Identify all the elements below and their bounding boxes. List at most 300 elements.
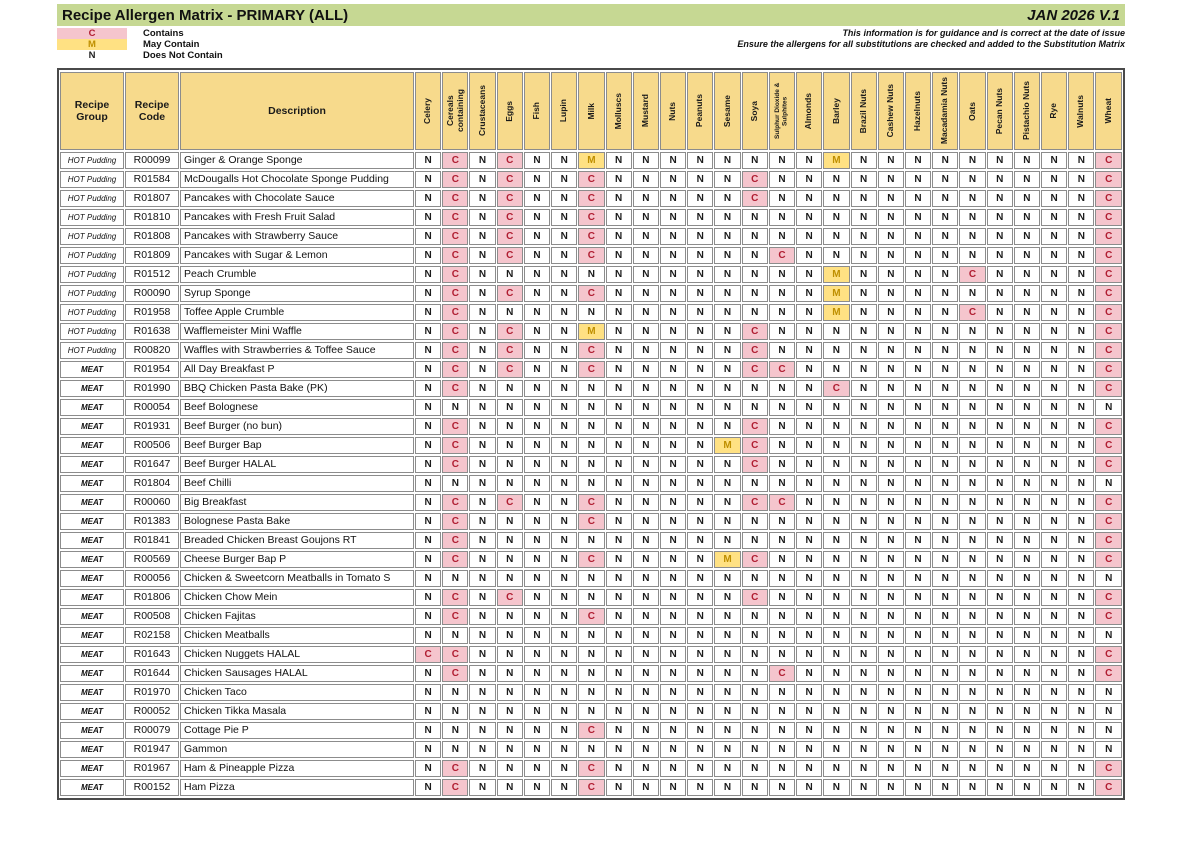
allergen-cell: C bbox=[442, 760, 468, 777]
allergen-cell: N bbox=[769, 228, 795, 245]
allergen-cell: N bbox=[415, 247, 441, 264]
allergen-cell: N bbox=[660, 684, 686, 701]
allergen-cell: N bbox=[1068, 456, 1094, 473]
allergen-cell: N bbox=[714, 741, 740, 758]
allergen-cell: N bbox=[442, 627, 468, 644]
allergen-cell: N bbox=[606, 760, 632, 777]
allergen-cell: C bbox=[742, 494, 768, 511]
allergen-cell: C bbox=[442, 342, 468, 359]
recipe-description-cell: Ham & Pineapple Pizza bbox=[180, 760, 414, 777]
table-row bbox=[60, 684, 1122, 701]
allergen-cell: N bbox=[987, 323, 1013, 340]
allergen-cell: C bbox=[769, 494, 795, 511]
recipe-code-cell: R01931 bbox=[125, 418, 179, 435]
allergen-cell: N bbox=[769, 266, 795, 283]
allergen-cell: C bbox=[415, 646, 441, 663]
recipe-code-cell: R01808 bbox=[125, 228, 179, 245]
col-header-pecan-nuts bbox=[987, 72, 1013, 150]
allergen-cell: N bbox=[415, 551, 441, 568]
allergen-cell: N bbox=[905, 475, 931, 492]
allergen-cell: N bbox=[932, 285, 958, 302]
allergen-cell: N bbox=[932, 551, 958, 568]
allergen-cell: N bbox=[524, 494, 550, 511]
allergen-cell: N bbox=[714, 665, 740, 682]
allergen-cell: C bbox=[1095, 228, 1122, 245]
allergen-cell: N bbox=[1014, 266, 1040, 283]
allergen-cell: N bbox=[714, 399, 740, 416]
allergen-cell: N bbox=[660, 627, 686, 644]
allergen-cell: N bbox=[469, 418, 495, 435]
allergen-cell: N bbox=[1068, 342, 1094, 359]
allergen-cell: N bbox=[687, 570, 713, 587]
recipe-description-cell: Pancakes with Sugar & Lemon bbox=[180, 247, 414, 264]
allergen-cell: N bbox=[987, 760, 1013, 777]
allergen-cell: N bbox=[551, 665, 577, 682]
allergen-cell: N bbox=[959, 247, 985, 264]
allergen-cell: N bbox=[606, 722, 632, 739]
recipe-group-cell: MEAT bbox=[60, 418, 124, 435]
allergen-cell: N bbox=[1014, 646, 1040, 663]
allergen-cell: N bbox=[415, 285, 441, 302]
allergen-cell: N bbox=[687, 361, 713, 378]
allergen-cell: N bbox=[524, 228, 550, 245]
allergen-cell: N bbox=[415, 266, 441, 283]
allergen-cell: N bbox=[878, 760, 904, 777]
allergen-cell: N bbox=[1068, 437, 1094, 454]
table-row bbox=[60, 361, 1122, 378]
allergen-cell: N bbox=[932, 665, 958, 682]
allergen-cell: N bbox=[497, 304, 523, 321]
recipe-group-cell: HOT Pudding bbox=[60, 285, 124, 302]
allergen-cell: N bbox=[551, 228, 577, 245]
allergen-cell: N bbox=[823, 608, 849, 625]
allergen-cell: N bbox=[606, 589, 632, 606]
allergen-cell: N bbox=[524, 304, 550, 321]
allergen-cell: N bbox=[524, 380, 550, 397]
allergen-cell: N bbox=[851, 209, 877, 226]
recipe-group-cell: MEAT bbox=[60, 532, 124, 549]
recipe-code-cell: R00152 bbox=[125, 779, 179, 796]
allergen-cell: N bbox=[796, 285, 822, 302]
recipe-group-cell: HOT Pudding bbox=[60, 152, 124, 169]
allergen-cell: M bbox=[823, 152, 849, 169]
allergen-cell: N bbox=[742, 513, 768, 530]
allergen-cell: C bbox=[578, 171, 604, 188]
allergen-cell: N bbox=[932, 741, 958, 758]
allergen-cell: N bbox=[524, 152, 550, 169]
allergen-cell: N bbox=[497, 608, 523, 625]
allergen-cell: N bbox=[714, 494, 740, 511]
allergen-cell: N bbox=[959, 456, 985, 473]
allergen-cell: N bbox=[851, 342, 877, 359]
allergen-cell: N bbox=[1068, 741, 1094, 758]
allergen-cell: N bbox=[660, 304, 686, 321]
allergen-cell: N bbox=[796, 513, 822, 530]
allergen-cell: N bbox=[959, 494, 985, 511]
allergen-cell: N bbox=[959, 532, 985, 549]
allergen-cell: N bbox=[959, 551, 985, 568]
allergen-cell: C bbox=[442, 608, 468, 625]
allergen-cell: N bbox=[578, 456, 604, 473]
allergen-cell: N bbox=[469, 475, 495, 492]
allergen-cell: N bbox=[932, 513, 958, 530]
allergen-cell: N bbox=[1041, 779, 1067, 796]
allergen-cell: C bbox=[497, 209, 523, 226]
allergen-cell: N bbox=[1014, 247, 1040, 264]
allergen-cell: N bbox=[932, 380, 958, 397]
allergen-cell: N bbox=[524, 266, 550, 283]
allergen-cell: C bbox=[742, 418, 768, 435]
recipe-code-cell: R00060 bbox=[125, 494, 179, 511]
allergen-cell: C bbox=[578, 190, 604, 207]
allergen-cell: N bbox=[1041, 247, 1067, 264]
allergen-cell: N bbox=[905, 342, 931, 359]
allergen-cell: N bbox=[987, 418, 1013, 435]
allergen-cell: N bbox=[633, 627, 659, 644]
col-header-label: Almonds bbox=[803, 92, 814, 130]
allergen-cell: N bbox=[524, 513, 550, 530]
allergen-cell: N bbox=[714, 475, 740, 492]
col-header-label: Pistachio Nuts bbox=[1021, 81, 1032, 141]
table-row bbox=[60, 703, 1122, 720]
allergen-cell: N bbox=[851, 684, 877, 701]
allergen-cell: C bbox=[442, 437, 468, 454]
col-header-label: Mustard bbox=[639, 94, 650, 128]
allergen-cell: N bbox=[823, 494, 849, 511]
allergen-cell: N bbox=[823, 779, 849, 796]
allergen-cell: N bbox=[551, 437, 577, 454]
allergen-cell: N bbox=[442, 703, 468, 720]
allergen-cell: N bbox=[551, 152, 577, 169]
allergen-cell: N bbox=[660, 570, 686, 587]
allergen-cell: N bbox=[878, 209, 904, 226]
col-header-sulphur-dioxide-sulphites bbox=[769, 72, 795, 150]
allergen-cell: C bbox=[578, 361, 604, 378]
allergen-cell: N bbox=[905, 532, 931, 549]
allergen-cell: N bbox=[551, 342, 577, 359]
allergen-cell: N bbox=[742, 399, 768, 416]
allergen-cell: N bbox=[524, 342, 550, 359]
allergen-cell: N bbox=[742, 760, 768, 777]
recipe-code-cell: R01958 bbox=[125, 304, 179, 321]
allergen-cell: N bbox=[633, 361, 659, 378]
allergen-cell: N bbox=[606, 513, 632, 530]
recipe-description-cell: Chicken Nuggets HALAL bbox=[180, 646, 414, 663]
allergen-cell: N bbox=[1068, 570, 1094, 587]
allergen-cell: N bbox=[687, 456, 713, 473]
recipe-code-cell: R01643 bbox=[125, 646, 179, 663]
allergen-cell: N bbox=[932, 779, 958, 796]
allergen-cell: N bbox=[742, 684, 768, 701]
recipe-description-cell: Beef Chilli bbox=[180, 475, 414, 492]
recipe-group-cell: MEAT bbox=[60, 646, 124, 663]
allergen-cell: N bbox=[1014, 304, 1040, 321]
allergen-cell: N bbox=[1095, 722, 1122, 739]
allergen-cell: N bbox=[687, 228, 713, 245]
table-row bbox=[60, 418, 1122, 435]
recipe-group-cell: MEAT bbox=[60, 627, 124, 644]
table-row bbox=[60, 266, 1122, 283]
col-header-recipe-code: Recipe Code bbox=[125, 72, 179, 150]
col-header-description: Description bbox=[180, 72, 414, 150]
allergen-cell: N bbox=[524, 247, 550, 264]
allergen-cell: C bbox=[442, 304, 468, 321]
allergen-cell: C bbox=[1095, 418, 1122, 435]
allergen-cell: N bbox=[851, 228, 877, 245]
allergen-cell: C bbox=[497, 171, 523, 188]
allergen-cell: C bbox=[959, 266, 985, 283]
allergen-cell: N bbox=[415, 475, 441, 492]
allergen-cell: C bbox=[578, 608, 604, 625]
recipe-description-cell: Beef Burger (no bun) bbox=[180, 418, 414, 435]
recipe-description-cell: Pancakes with Chocolate Sauce bbox=[180, 190, 414, 207]
allergen-cell: N bbox=[878, 247, 904, 264]
disclaimer-line-2: Ensure the allergens for all substitutions are checked and added to the Substitution Matrix bbox=[737, 38, 1125, 49]
allergen-cell: N bbox=[959, 608, 985, 625]
recipe-description-cell: Ginger & Orange Sponge bbox=[180, 152, 414, 169]
allergen-cell: N bbox=[1068, 684, 1094, 701]
allergen-cell: N bbox=[878, 456, 904, 473]
table-row bbox=[60, 456, 1122, 473]
allergen-cell: C bbox=[497, 285, 523, 302]
allergen-cell: N bbox=[932, 627, 958, 644]
col-header-nuts bbox=[660, 72, 686, 150]
allergen-cell: N bbox=[1014, 608, 1040, 625]
recipe-code-cell: R00052 bbox=[125, 703, 179, 720]
allergen-cell: N bbox=[769, 513, 795, 530]
allergen-cell: N bbox=[905, 209, 931, 226]
allergen-cell: N bbox=[905, 741, 931, 758]
allergen-cell: N bbox=[606, 247, 632, 264]
allergen-cell: N bbox=[687, 266, 713, 283]
allergen-cell: N bbox=[497, 646, 523, 663]
allergen-cell: C bbox=[578, 209, 604, 226]
table-row bbox=[60, 323, 1122, 340]
allergen-cell: N bbox=[687, 190, 713, 207]
allergen-cell: N bbox=[823, 209, 849, 226]
allergen-cell: N bbox=[851, 760, 877, 777]
allergen-cell: N bbox=[578, 380, 604, 397]
allergen-cell: N bbox=[1014, 190, 1040, 207]
recipe-description-cell: Cottage Pie P bbox=[180, 722, 414, 739]
allergen-cell: N bbox=[932, 456, 958, 473]
allergen-cell: N bbox=[796, 475, 822, 492]
allergen-cell: C bbox=[742, 171, 768, 188]
recipe-code-cell: R01638 bbox=[125, 323, 179, 340]
allergen-cell: N bbox=[551, 513, 577, 530]
allergen-cell: N bbox=[987, 513, 1013, 530]
allergen-cell: C bbox=[442, 513, 468, 530]
allergen-cell: C bbox=[769, 361, 795, 378]
allergen-cell: N bbox=[551, 570, 577, 587]
allergen-cell: N bbox=[606, 646, 632, 663]
allergen-cell: N bbox=[769, 209, 795, 226]
allergen-cell: N bbox=[714, 285, 740, 302]
allergen-cell: N bbox=[932, 589, 958, 606]
allergen-cell: N bbox=[606, 779, 632, 796]
table-row bbox=[60, 627, 1122, 644]
allergen-cell: N bbox=[905, 152, 931, 169]
allergen-cell: N bbox=[469, 437, 495, 454]
allergen-cell: N bbox=[878, 551, 904, 568]
allergen-cell: N bbox=[660, 589, 686, 606]
allergen-cell: N bbox=[687, 437, 713, 454]
allergen-cell: N bbox=[987, 209, 1013, 226]
allergen-cell: N bbox=[796, 741, 822, 758]
allergen-cell: N bbox=[660, 399, 686, 416]
allergen-cell: N bbox=[823, 228, 849, 245]
allergen-cell: N bbox=[524, 361, 550, 378]
table-row bbox=[60, 342, 1122, 359]
allergen-cell: N bbox=[987, 703, 1013, 720]
allergen-cell: N bbox=[633, 247, 659, 264]
allergen-cell: N bbox=[578, 532, 604, 549]
allergen-cell: N bbox=[878, 646, 904, 663]
allergen-cell: N bbox=[633, 741, 659, 758]
recipe-code-cell: R01947 bbox=[125, 741, 179, 758]
allergen-cell: N bbox=[769, 532, 795, 549]
table-row bbox=[60, 380, 1122, 397]
recipe-code-cell: R00054 bbox=[125, 399, 179, 416]
col-header-label: Lupin bbox=[558, 99, 569, 123]
allergen-cell: C bbox=[442, 361, 468, 378]
allergen-cell: N bbox=[1068, 228, 1094, 245]
allergen-cell: N bbox=[551, 722, 577, 739]
allergen-cell: N bbox=[497, 437, 523, 454]
allergen-cell: N bbox=[796, 323, 822, 340]
allergen-cell: C bbox=[497, 589, 523, 606]
recipe-description-cell: Breaded Chicken Breast Goujons RT bbox=[180, 532, 414, 549]
allergen-cell: N bbox=[660, 342, 686, 359]
allergen-cell: N bbox=[987, 228, 1013, 245]
allergen-cell: N bbox=[551, 551, 577, 568]
recipe-code-cell: R01804 bbox=[125, 475, 179, 492]
allergen-cell: N bbox=[1041, 190, 1067, 207]
allergen-cell: N bbox=[987, 266, 1013, 283]
allergen-cell: N bbox=[524, 551, 550, 568]
allergen-cell: N bbox=[469, 209, 495, 226]
allergen-cell: N bbox=[769, 551, 795, 568]
allergen-cell: C bbox=[1095, 589, 1122, 606]
allergen-cell: N bbox=[551, 684, 577, 701]
allergen-cell: N bbox=[551, 418, 577, 435]
allergen-cell: N bbox=[1041, 285, 1067, 302]
allergen-cell: N bbox=[687, 760, 713, 777]
allergen-cell: N bbox=[959, 418, 985, 435]
col-header-celery bbox=[415, 72, 441, 150]
allergen-cell: N bbox=[823, 532, 849, 549]
allergen-cell: N bbox=[606, 380, 632, 397]
allergen-cell: N bbox=[742, 722, 768, 739]
allergen-cell: N bbox=[905, 190, 931, 207]
allergen-cell: N bbox=[1014, 741, 1040, 758]
allergen-cell: C bbox=[578, 779, 604, 796]
allergen-cell: N bbox=[932, 247, 958, 264]
allergen-cell: N bbox=[796, 646, 822, 663]
table-row bbox=[60, 209, 1122, 226]
allergen-cell: N bbox=[497, 418, 523, 435]
legend-row-does-not-contain bbox=[57, 50, 223, 61]
allergen-cell: N bbox=[1041, 513, 1067, 530]
allergen-cell: N bbox=[1014, 551, 1040, 568]
col-header-wheat bbox=[1095, 72, 1122, 150]
allergen-cell: N bbox=[878, 627, 904, 644]
allergen-cell: C bbox=[1095, 209, 1122, 226]
allergen-cell: N bbox=[524, 323, 550, 340]
allergen-cell: C bbox=[578, 551, 604, 568]
allergen-cell: N bbox=[878, 190, 904, 207]
allergen-cell: N bbox=[959, 665, 985, 682]
allergen-cell: N bbox=[1068, 171, 1094, 188]
allergen-cell: N bbox=[823, 722, 849, 739]
recipe-group-cell: MEAT bbox=[60, 380, 124, 397]
allergen-cell: N bbox=[932, 190, 958, 207]
allergen-cell: C bbox=[769, 247, 795, 264]
allergen-cell: N bbox=[1014, 532, 1040, 549]
allergen-cell: C bbox=[1095, 437, 1122, 454]
table-row bbox=[60, 228, 1122, 245]
allergen-cell: N bbox=[660, 323, 686, 340]
col-header-milk bbox=[578, 72, 604, 150]
allergen-cell: N bbox=[1068, 399, 1094, 416]
legend-row-contains bbox=[57, 28, 223, 39]
allergen-cell: N bbox=[415, 570, 441, 587]
col-header-mustard bbox=[633, 72, 659, 150]
allergen-cell: N bbox=[796, 760, 822, 777]
allergen-cell: N bbox=[769, 741, 795, 758]
allergen-cell: N bbox=[959, 627, 985, 644]
allergen-cell: N bbox=[606, 494, 632, 511]
allergen-cell: N bbox=[633, 570, 659, 587]
recipe-description-cell: Peach Crumble bbox=[180, 266, 414, 283]
allergen-cell: N bbox=[469, 494, 495, 511]
recipe-description-cell: Pancakes with Strawberry Sauce bbox=[180, 228, 414, 245]
allergen-cell: N bbox=[469, 627, 495, 644]
allergen-cell: C bbox=[1095, 665, 1122, 682]
allergen-cell: N bbox=[987, 684, 1013, 701]
allergen-cell: N bbox=[1014, 171, 1040, 188]
allergen-cell: N bbox=[987, 608, 1013, 625]
legend-swatch-does-not-contain: N bbox=[88, 50, 96, 61]
allergen-cell: N bbox=[823, 646, 849, 663]
recipe-group-cell: MEAT bbox=[60, 361, 124, 378]
allergen-cell: N bbox=[687, 741, 713, 758]
allergen-cell: N bbox=[714, 190, 740, 207]
allergen-cell: N bbox=[905, 665, 931, 682]
page-title: Recipe Allergen Matrix - PRIMARY (ALL) bbox=[62, 6, 349, 24]
allergen-cell: N bbox=[1041, 342, 1067, 359]
allergen-cell: N bbox=[469, 722, 495, 739]
allergen-cell: N bbox=[905, 228, 931, 245]
allergen-cell: N bbox=[442, 570, 468, 587]
legend-label-may-contain: May Contain bbox=[143, 39, 200, 50]
allergen-cell: N bbox=[878, 380, 904, 397]
allergen-cell: N bbox=[551, 285, 577, 302]
allergen-cell: N bbox=[905, 418, 931, 435]
allergen-cell: N bbox=[551, 589, 577, 606]
allergen-cell: N bbox=[1041, 760, 1067, 777]
allergen-cell: N bbox=[415, 171, 441, 188]
recipe-group-cell: HOT Pudding bbox=[60, 171, 124, 188]
recipe-group-cell: HOT Pudding bbox=[60, 342, 124, 359]
allergen-cell: N bbox=[1068, 779, 1094, 796]
allergen-cell: N bbox=[578, 589, 604, 606]
allergen-cell: N bbox=[1041, 532, 1067, 549]
allergen-cell: N bbox=[551, 494, 577, 511]
col-header-cashew-nuts bbox=[878, 72, 904, 150]
allergen-cell: N bbox=[905, 399, 931, 416]
allergen-cell: N bbox=[660, 247, 686, 264]
